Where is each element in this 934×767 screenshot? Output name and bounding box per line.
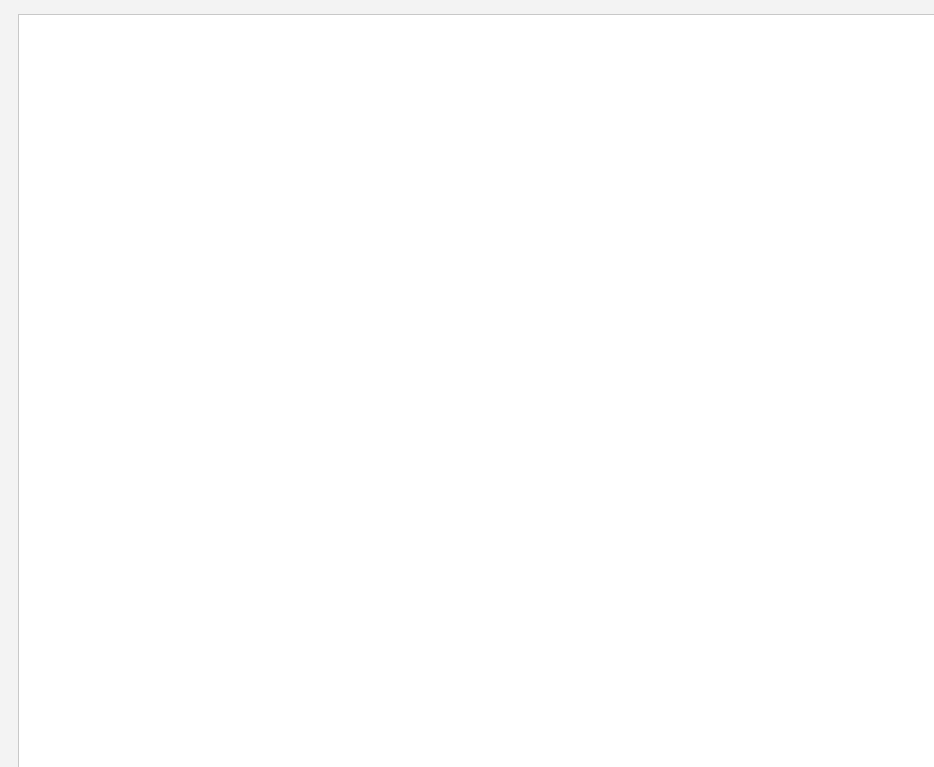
row-header-bar xyxy=(0,14,19,767)
column-header-bar xyxy=(0,0,934,15)
sheet-title xyxy=(180,14,480,44)
